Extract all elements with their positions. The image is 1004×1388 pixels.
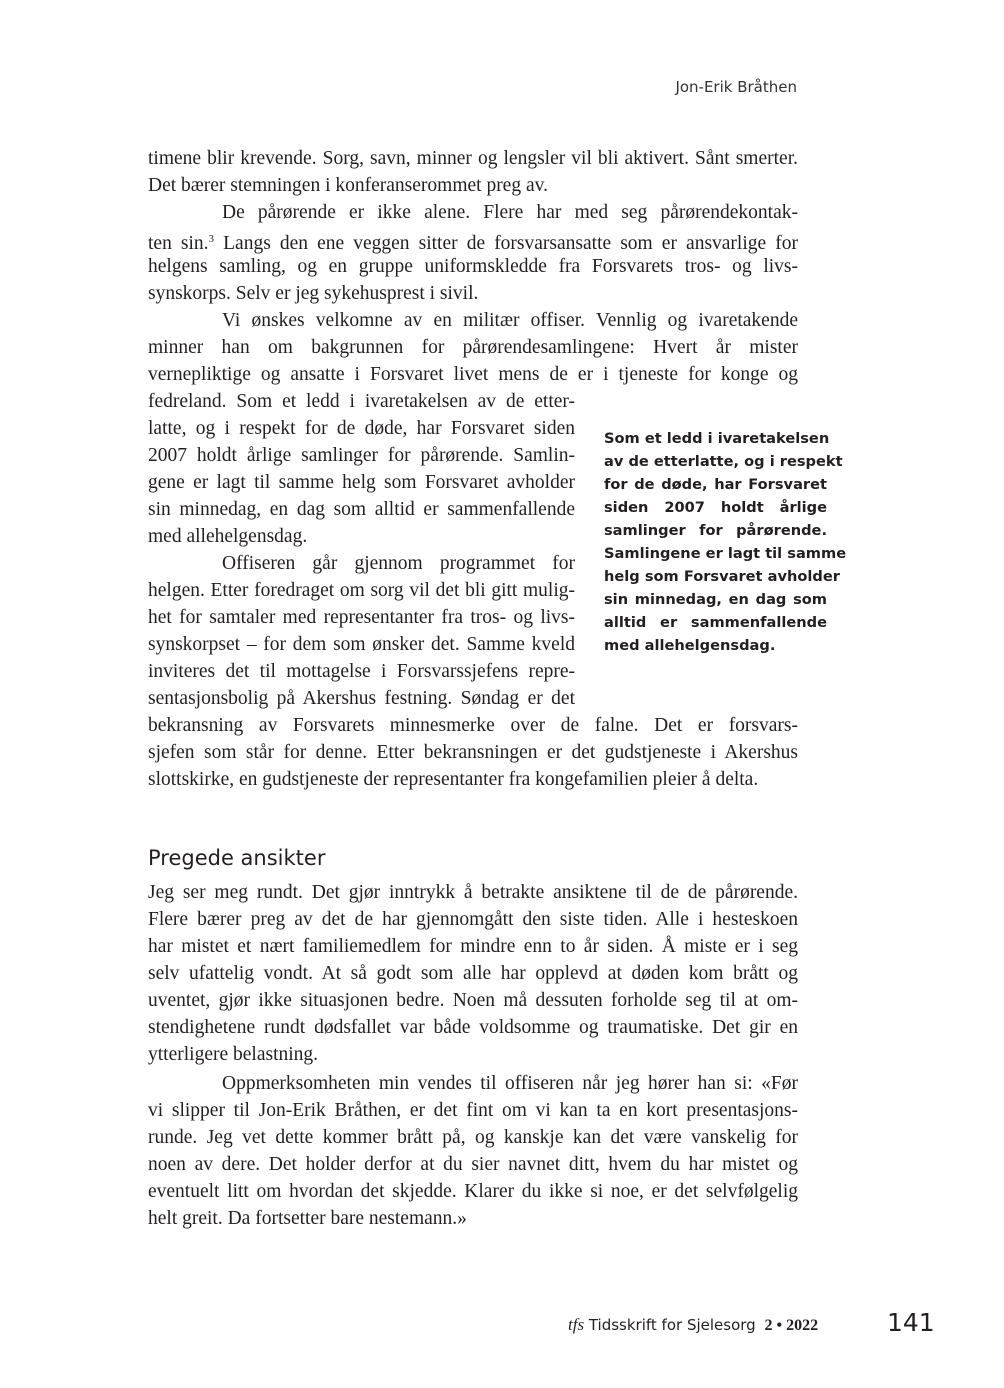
text-span: ten sin. <box>148 233 209 254</box>
text-line: De pårørende er ikke alene. Flere har med seg pårørendekontak- <box>222 202 798 223</box>
pull-quote-line: for de døde, har Forsvaret <box>604 476 827 493</box>
pull-quote <box>604 427 847 657</box>
text-line: timene blir krevende. Sorg, savn, minner og lengsler vil bli aktivert. Sånt smerter. <box>148 148 798 169</box>
journal-name: Tidsskrift for Sjelesorg <box>588 1316 756 1334</box>
text-line: gene er lagt til samme helg som Forsvaret avholder <box>148 472 575 493</box>
text-line: latte, og i respekt for de døde, har Forsvaret siden <box>148 418 575 439</box>
text-line: het for samtaler med representanter fra tros- og livs- <box>148 607 575 628</box>
pull-quote-line: med allehelgensdag. <box>604 637 776 654</box>
text-line: eventuelt litt om hvordan det skjedde. Klarer du ikke si noe, er det selvfølgelig <box>148 1181 798 1202</box>
text-line: ytterligere belastning. <box>148 1044 319 1065</box>
text-line: runde. Jeg vet dette kommer brått på, og kanskje kan det være vanskelig for <box>148 1127 798 1148</box>
text-line: fedreland. Som et ledd i ivaretakelsen av de etter- <box>148 391 575 412</box>
pull-quote-line: alltid er sammenfallende <box>604 614 827 631</box>
pull-quote-line: Samlingene er lagt til samme <box>604 545 847 562</box>
text-line: Vi ønskes velkomne av en militær offiser. Vennlig og ivaretakende <box>222 310 798 331</box>
text-line: Oppmerksomheten min vendes til offiseren når jeg hører han si: «Før <box>222 1073 798 1094</box>
text-line: helgen. Etter foredraget om sorg vil det bli gitt mulig- <box>148 580 575 601</box>
pull-quote-line: sin minnedag, en dag som <box>604 591 827 608</box>
pull-quote-line: Som et ledd i ivaretakelsen <box>604 430 830 447</box>
journal-issue: 2 • 2022 <box>764 1317 819 1334</box>
pull-quote-line: siden 2007 holdt årlige <box>604 499 827 516</box>
text-line: helgens samling, og en gruppe uniformskledde fra Forsvarets tros- og livs- <box>148 256 798 277</box>
section-heading: Pregede ansikter <box>148 846 326 870</box>
text-line: inviteres det til mottagelse i Forsvarssjefens repre- <box>148 661 575 682</box>
text-line: har mistet et nært familiemedlem for mindre enn to år siden. Å miste er i seg <box>148 936 798 957</box>
journal-abbreviation: tfs <box>568 1315 585 1334</box>
text-line: vernepliktige og ansatte i Forsvaret livet mens de er i tjeneste for konge og <box>148 364 798 385</box>
text-line: uventet, gjør ikke situasjonen bedre. Noen må dessuten forholde seg til at om- <box>148 990 798 1011</box>
text-line: synskorps. Selv er jeg sykehusprest i sivil. <box>148 283 479 304</box>
text-line: minner han om bakgrunnen for pårørendesamlingene: Hvert år mister <box>148 337 798 358</box>
text-line <box>148 226 798 253</box>
text-line: sentasjonsbolig på Akershus festning. Søndag er det <box>148 688 575 709</box>
text-line: Flere bærer preg av det de har gjennomgått den siste tiden. Alle i hesteskoen <box>148 909 798 930</box>
text-line: sjefen som står for denne. Etter bekransningen er det gudstjeneste i Akershus <box>148 742 798 763</box>
running-header-author: Jon-Erik Bråthen <box>675 78 797 96</box>
pull-quote-line: av de etterlatte, og i respekt <box>604 453 843 470</box>
text-line: selv ufattelig vondt. At så godt som alle har opplevd at døden kom brått og <box>148 963 798 984</box>
footnote-marker[interactable]: 3 <box>208 233 215 245</box>
text-line: synskorpset – for dem som ønsker det. Samme kveld <box>148 634 575 655</box>
text-line: helt greit. Da fortsetter bare nestemann.» <box>148 1208 467 1229</box>
text-line: noen av dere. Det holder derfor at du sier navnet ditt, hvem du har mistet og <box>148 1154 798 1175</box>
text-line: slottskirke, en gudstjeneste der representanter fra kongefamilien pleier å delta. <box>148 769 759 790</box>
page-number: 141 <box>887 1308 935 1337</box>
text-span: Langs den ene veggen sitter de forsvarsansatte som er ansvarlige for <box>214 233 798 254</box>
text-line: Jeg ser meg rundt. Det gjør inntrykk å betrakte ansiktene til de de pårørende. <box>148 882 798 903</box>
text-line: vi slipper til Jon-Erik Bråthen, er det fint om vi kan ta en kort presentasjons- <box>148 1100 798 1121</box>
pull-quote-line: samlinger for pårørende. <box>604 522 827 539</box>
text-line: stendighetene rundt dødsfallet var både voldsomme og traumatiske. Det gir en <box>148 1017 798 1038</box>
running-footer <box>568 1315 818 1335</box>
text-line: bekransning av Forsvarets minnesmerke over de falne. Det er forsvars- <box>148 715 798 736</box>
text-line: sin minnedag, en dag som alltid er sammenfallende <box>148 499 575 520</box>
text-line: 2007 holdt årlige samlinger for pårørende. Samlin- <box>148 445 575 466</box>
text-line: Det bærer stemningen i konferanserommet preg av. <box>148 175 548 196</box>
pull-quote-line: helg som Forsvaret avholder <box>604 568 840 585</box>
text-line: med allehelgensdag. <box>148 526 308 547</box>
text-line: Offiseren går gjennom programmet for <box>222 553 575 574</box>
